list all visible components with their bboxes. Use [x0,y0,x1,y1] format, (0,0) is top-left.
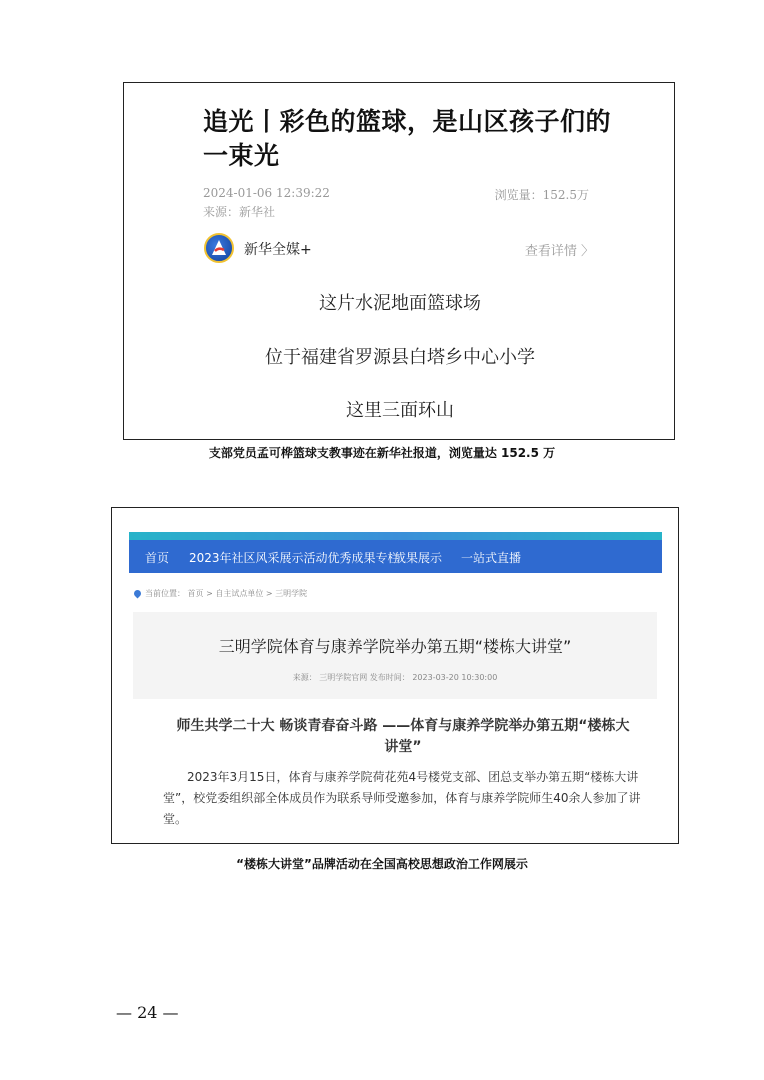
nav-bar [129,540,662,573]
breadcrumb-text[interactable]: 当前位置： 首页 > 自主试点单位 > 三明学院 [145,589,308,598]
page-number: — 24 — [116,1003,179,1022]
nav-achievements[interactable]: 成果展示 [394,551,443,565]
body-line: 这片水泥地面篮球场 [319,293,481,314]
view-details-link[interactable]: 查看详情 〉 [524,244,594,259]
article-card [133,612,657,844]
caption-1: 支部党员孟可桦篮球支教事迹在新华社报道，浏览量达 152.5 万 [208,446,556,460]
article-body: 2023年3月15日，体育与康养学院荷花苑4号楼党支部、团总支举办第五期“楼栋大讲堂”，校党委组织部全体成员作为联系导师受邀参加，体育与康养学院师生40余人参加了讲堂。 [163,770,641,826]
xinhua-screenshot [123,82,675,440]
article-title: 追光丨彩色的篮球，是山区孩子们的一束光 [203,107,612,170]
xinhua-logo-icon [204,233,234,263]
article-subtitle: 师生共学二十大 畅谈青春奋斗路 ——体育与康养学院举办第五期“楼栋大讲堂” [176,718,630,755]
header-strip [129,532,662,540]
nav-showcase-column[interactable]: 2023年社区风采展示活动优秀成果专栏 [189,551,400,565]
publish-date: 2024-01-06 12:39:22 [203,186,330,200]
article-title: 三明学院体育与康养学院举办第五期“楼栋大讲堂” [218,637,572,656]
article-meta: 来源： 三明学院官网 发布时间： 2023-03-20 10:30:00 [292,673,498,682]
location-pin-icon [133,589,143,599]
article-source: 来源：新华社 [203,205,276,219]
body-line: 这里三面环山 [346,400,454,421]
breadcrumb [134,588,307,599]
nav-live[interactable]: 一站式直播 [461,551,522,565]
website-screenshot [111,507,679,844]
brand-name: 新华全媒+ [244,242,312,258]
article-header [133,612,657,699]
body-line: 位于福建省罗源县白塔乡中心小学 [265,347,535,368]
nav-home[interactable]: 首页 [145,551,170,565]
view-count: 浏览量：152.5万 [494,188,589,202]
caption-2: “楼栋大讲堂”品牌活动在全国高校思想政治工作网展示 [236,857,528,871]
